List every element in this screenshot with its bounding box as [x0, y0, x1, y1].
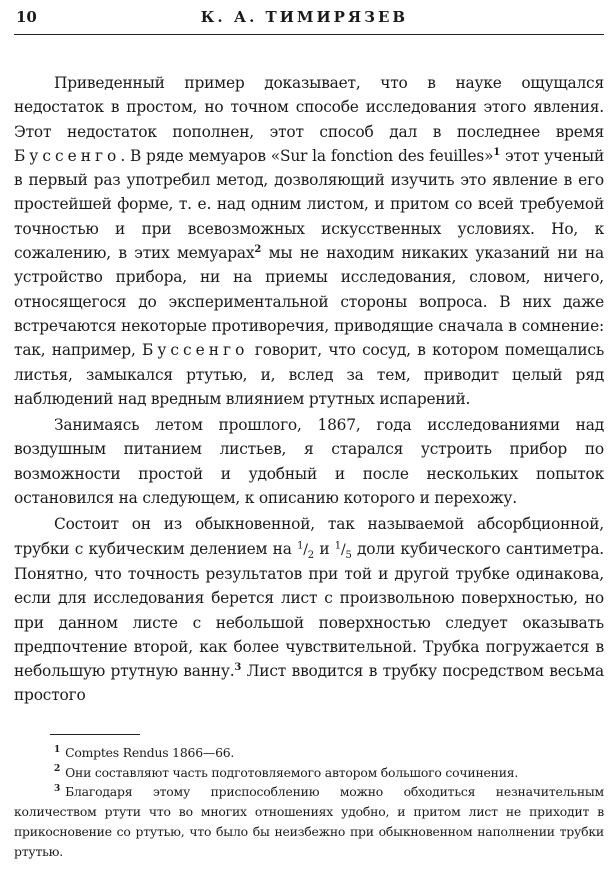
running-head [14, 8, 604, 35]
fraction-one-half: $^1/_2$ [297, 539, 314, 561]
footnote-mark: 2 [54, 764, 61, 775]
main-text [14, 71, 604, 708]
footnote-text: Они составляют часть подготовляемого автором большого сочинения. [65, 764, 519, 780]
footnote-text: Благодаря этому приспособлению можно обходиться незначительным количеством ртути что во многих отношениях удобно, и притом лист не приходит в прикосновение со ртутью, что было бы неизбежно при обыкновенном наполнении трубки ртутью. [14, 784, 604, 859]
paragraph-3-text-a: Состоит он из обыкновенной, так называемой абсорбционной, трубки с кубическим делением на [14, 515, 604, 558]
paragraph-2: Занимаясь летом прошлого, 1867, года исследованиями над воздушным питанием листьев, я старался устроить прибор по возможности простой и удобный и после нескольких попыток остановился на следующем, к описанию которого и перехожу. [14, 416, 604, 508]
footnote-ref-1: 1 [493, 146, 501, 158]
footnote-1 [14, 743, 604, 763]
paragraph-1-text-a: Приведенный пример доказывает, что в науке ощущался недостаток в простом, но точном способе исследования этого явления. Этот недостаток пополнен, этот способ дал в последнее время [14, 74, 604, 141]
author-name-boussingault: Буссенго [14, 146, 121, 165]
paragraph-1 [14, 71, 604, 411]
paragraph-1-text-d: мы не находим никаких указаний ни на устройство прибора, ни на приемы исследования, словом, ничего, относящегося до экспериментальной стороны вопроса. В них даже встречаются некоторые противоречия, приводящие сначала в сомнение: так, например, [14, 244, 604, 360]
footnote-text: Comptes Rendus 1866—66. [65, 744, 235, 760]
paragraph-3-text-b: доли кубического сантиметра. Понятно, что точность результатов при той и другой трубке одинакова, если для исследования берется лист с произвольною поверхностью, но при данном листе с небольшой поверхностью следует оказывать предпочтение второй, как более чувствительной. Трубка погружается в небольшую ртутную ванну. [14, 539, 605, 681]
footnote-mark: 1 [54, 744, 61, 755]
footnote-divider [50, 734, 140, 735]
footnote-mark: 3 [54, 784, 61, 795]
fraction-one-fifth: $^1/_5$ [334, 539, 352, 561]
paragraph-3-text-c: Лист вводится в трубку посредством весьма простого [14, 662, 604, 705]
paragraph-1-text-c: этот ученый в первый раз употребил метод, дозволяющий изучить это явление в его простейшей форме, т. е. над одним листом, и притом со всей требуемой точностью и при всевозможных искусственных условиях. Но, к сожалению, в этих мемуарах [14, 146, 605, 263]
paragraph-1-text-b: . В ряде мемуаров «Sur la fonction des feuilles» [120, 146, 494, 165]
footnote-ref-3: 3 [234, 662, 242, 673]
footnote-2 [14, 763, 604, 783]
book-page [14, 8, 604, 862]
running-head-title: К. А. ТИМИРЯЗЕВ [200, 8, 409, 26]
footnote-3 [14, 782, 604, 861]
footnote-ref-2: 2 [254, 243, 262, 255]
paragraph-3-and: и [313, 539, 335, 558]
paragraph-3 [14, 512, 604, 707]
page-number: 10 [16, 8, 37, 26]
footnotes [14, 743, 604, 862]
paragraph-1-text-e: говорит, что сосуд, в котором помещались листья, замыкался ртутью, и, вслед за тем, приводит целый ряд наблюдений над вредным влиянием ртутных испарений. [14, 341, 604, 408]
author-name-boussingault: Буссенго [142, 341, 249, 360]
